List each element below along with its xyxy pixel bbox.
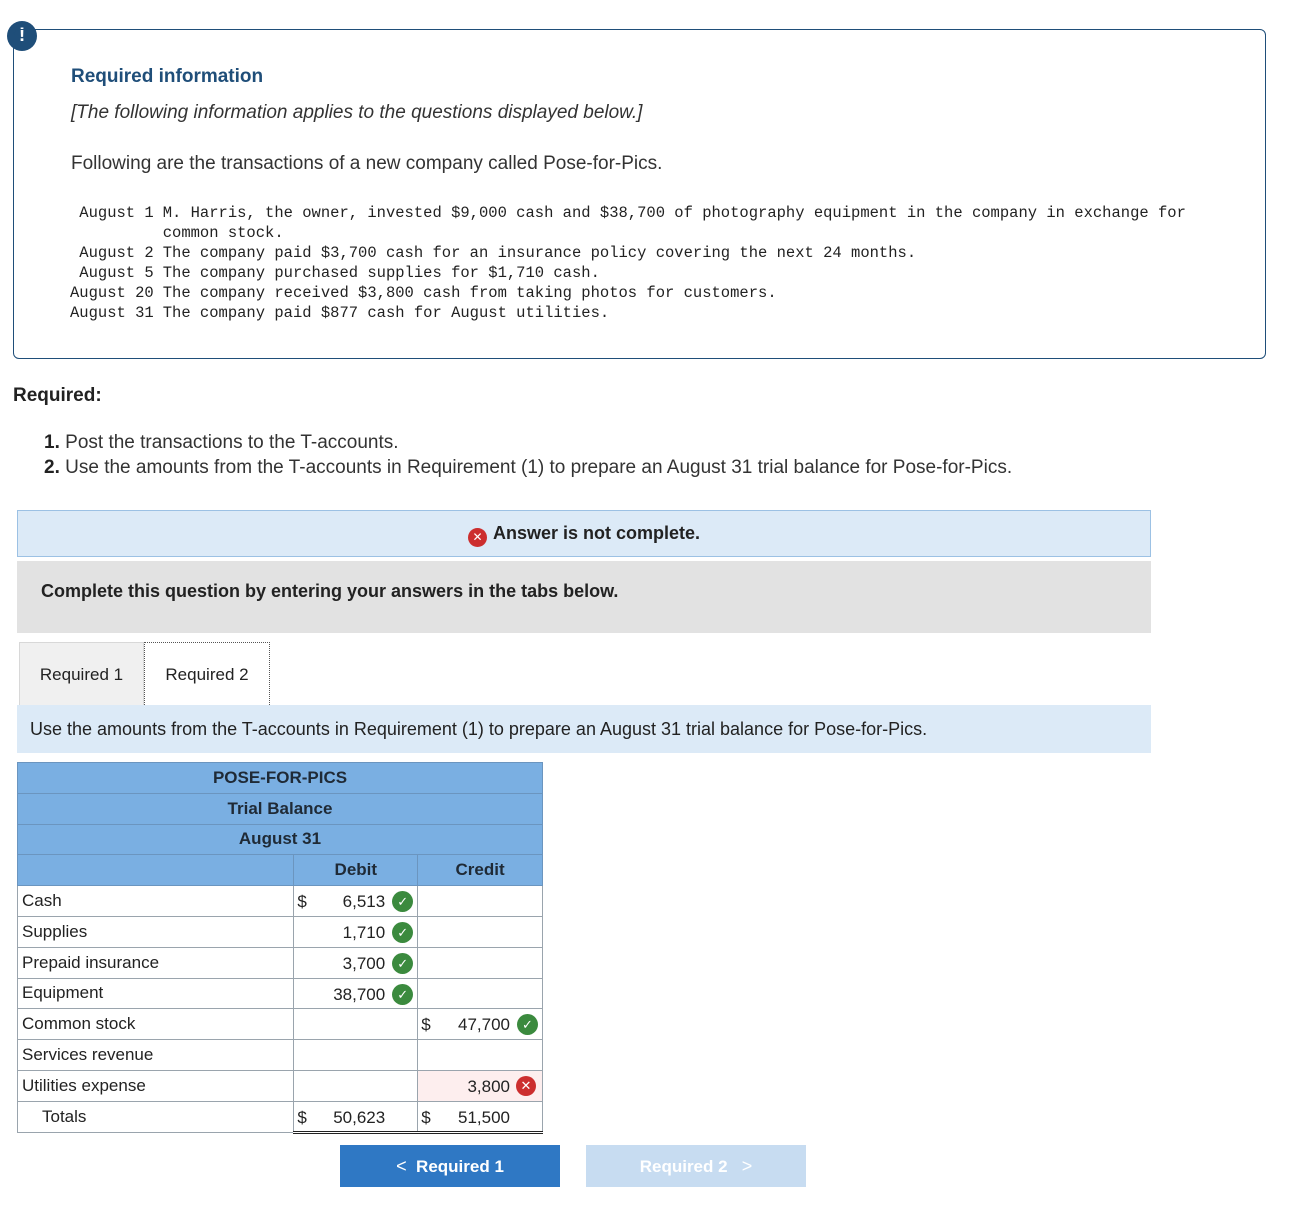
company-name: POSE-FOR-PICS (18, 763, 543, 794)
table-row (18, 947, 543, 978)
account-column-header (18, 855, 294, 886)
account-cell[interactable]: Services revenue (18, 1040, 294, 1071)
table-row (18, 916, 543, 947)
dollar-sign: $ (421, 1107, 431, 1127)
alert-icon: ! (7, 21, 37, 51)
required-item-number: 2. (44, 457, 60, 478)
chevron-right-icon: > (741, 1155, 753, 1176)
credit-cell[interactable] (418, 1070, 543, 1101)
credit-amount: 3,800 (467, 1076, 510, 1096)
debit-column-header: Debit (294, 855, 418, 886)
table-row (18, 1009, 543, 1040)
transaction-date: August 31 (70, 304, 154, 322)
tab-instruction-text: Use the amounts from the T-accounts in Requirement (1) to prepare an August 31 trial balance for Pose-for-Pics. (30, 719, 928, 739)
transaction-row (70, 243, 1203, 263)
debit-cell[interactable] (294, 886, 418, 917)
debit-amount: 1,710 (342, 922, 386, 942)
statement-title: Trial Balance (18, 793, 543, 824)
next-required-2-button[interactable] (586, 1145, 806, 1187)
transaction-desc: The company purchased supplies for $1,710 cash. (162, 264, 600, 282)
credit-column-header: Credit (418, 855, 543, 886)
totals-label: Totals (18, 1101, 294, 1132)
totals-row (18, 1101, 543, 1132)
instruction-bar (17, 561, 1151, 633)
required-heading: Required: (13, 385, 102, 406)
info-intro: Following are the transactions of a new company called Pose-for-Pics. (71, 153, 663, 174)
transaction-row (70, 303, 1203, 323)
check-icon: ✓ (392, 922, 413, 943)
credit-cell[interactable] (418, 886, 543, 917)
required-item (44, 455, 1012, 480)
required-item-text: Post the transactions to the T-accounts. (65, 432, 399, 453)
info-title: Required information (71, 66, 264, 87)
required-item (44, 430, 1012, 455)
tab-instruction-bar (17, 705, 1151, 753)
table-row (18, 886, 543, 917)
table-row (18, 1040, 543, 1071)
transaction-desc: The company received $3,800 cash from taking photos for customers. (162, 284, 777, 302)
tab-required-1[interactable]: Required 1 (19, 642, 144, 705)
total-credit-cell (418, 1101, 543, 1132)
debit-cell[interactable] (294, 947, 418, 978)
check-icon: ✓ (392, 891, 413, 912)
instruction-text: Complete this question by entering your answers in the tabs below. (41, 581, 619, 601)
required-item-text: Use the amounts from the T-accounts in Requirement (1) to prepare an August 31 trial balance for Pose-for-Pics. (65, 457, 1013, 478)
transaction-date: August 20 (70, 284, 154, 302)
credit-cell[interactable] (418, 947, 543, 978)
transaction-date: August 2 (79, 244, 154, 262)
account-cell[interactable]: Common stock (18, 1009, 294, 1040)
debit-cell[interactable] (294, 1070, 418, 1101)
info-subtitle: [The following information applies to the questions displayed below.] (71, 102, 643, 123)
account-cell[interactable]: Equipment (18, 978, 294, 1009)
debit-amount: 3,700 (342, 953, 386, 973)
transaction-date: August 5 (79, 264, 154, 282)
dollar-sign: $ (297, 892, 307, 912)
transaction-desc: The company paid $877 cash for August utilities. (162, 304, 610, 322)
credit-cell[interactable] (418, 916, 543, 947)
chevron-left-icon: < (396, 1155, 407, 1176)
debit-cell[interactable] (294, 916, 418, 947)
credit-cell[interactable] (418, 978, 543, 1009)
next-button-label: Required 2 (639, 1156, 728, 1176)
required-information-box (13, 29, 1266, 359)
transaction-row (70, 203, 1203, 243)
answer-status-banner (17, 510, 1151, 557)
transaction-row (70, 263, 1203, 283)
transaction-desc: M. Harris, the owner, invested $9,000 cash and $38,700 of photography equipment in the company in exchange for common stock. (162, 204, 1186, 242)
debit-cell[interactable] (294, 1040, 418, 1071)
debit-cell[interactable] (294, 978, 418, 1009)
check-icon: ✓ (517, 1014, 538, 1035)
total-debit-cell (294, 1101, 418, 1132)
table-row (18, 1070, 543, 1101)
statement-date: August 31 (18, 824, 543, 855)
account-cell[interactable]: Prepaid insurance (18, 947, 294, 978)
table-row (18, 978, 543, 1009)
credit-amount: 47,700 (458, 1015, 510, 1035)
credit-cell[interactable] (418, 1040, 543, 1071)
prev-required-1-button[interactable] (340, 1145, 560, 1187)
total-credit-amount: 51,500 (458, 1107, 510, 1127)
check-icon: ✓ (392, 953, 413, 974)
tab-required-2[interactable]: Required 2 (144, 642, 270, 705)
account-cell[interactable]: Supplies (18, 916, 294, 947)
transactions-table (70, 203, 1203, 323)
check-icon: ✓ (392, 984, 413, 1005)
transaction-date: August 1 (79, 204, 154, 222)
credit-cell[interactable] (418, 1009, 543, 1040)
debit-amount: 38,700 (333, 984, 386, 1004)
required-list (44, 430, 1012, 480)
transaction-row (70, 283, 1203, 303)
prev-button-label: Required 1 (416, 1156, 504, 1176)
account-cell[interactable]: Cash (18, 886, 294, 917)
account-cell[interactable]: Utilities expense (18, 1070, 294, 1101)
dollar-sign: $ (297, 1107, 307, 1127)
transaction-desc: The company paid $3,700 cash for an insurance policy covering the next 24 months. (162, 244, 917, 262)
answer-status-text: Answer is not complete. (492, 523, 701, 543)
total-debit-amount: 50,623 (333, 1107, 386, 1127)
debit-amount: 6,513 (342, 892, 386, 912)
required-item-number: 1. (44, 432, 60, 453)
trial-balance-table (17, 762, 543, 1134)
debit-cell[interactable] (294, 1009, 418, 1040)
dollar-sign: $ (421, 1015, 431, 1035)
error-x-icon: ✕ (516, 1076, 536, 1096)
error-x-icon: ✕ (468, 528, 487, 547)
